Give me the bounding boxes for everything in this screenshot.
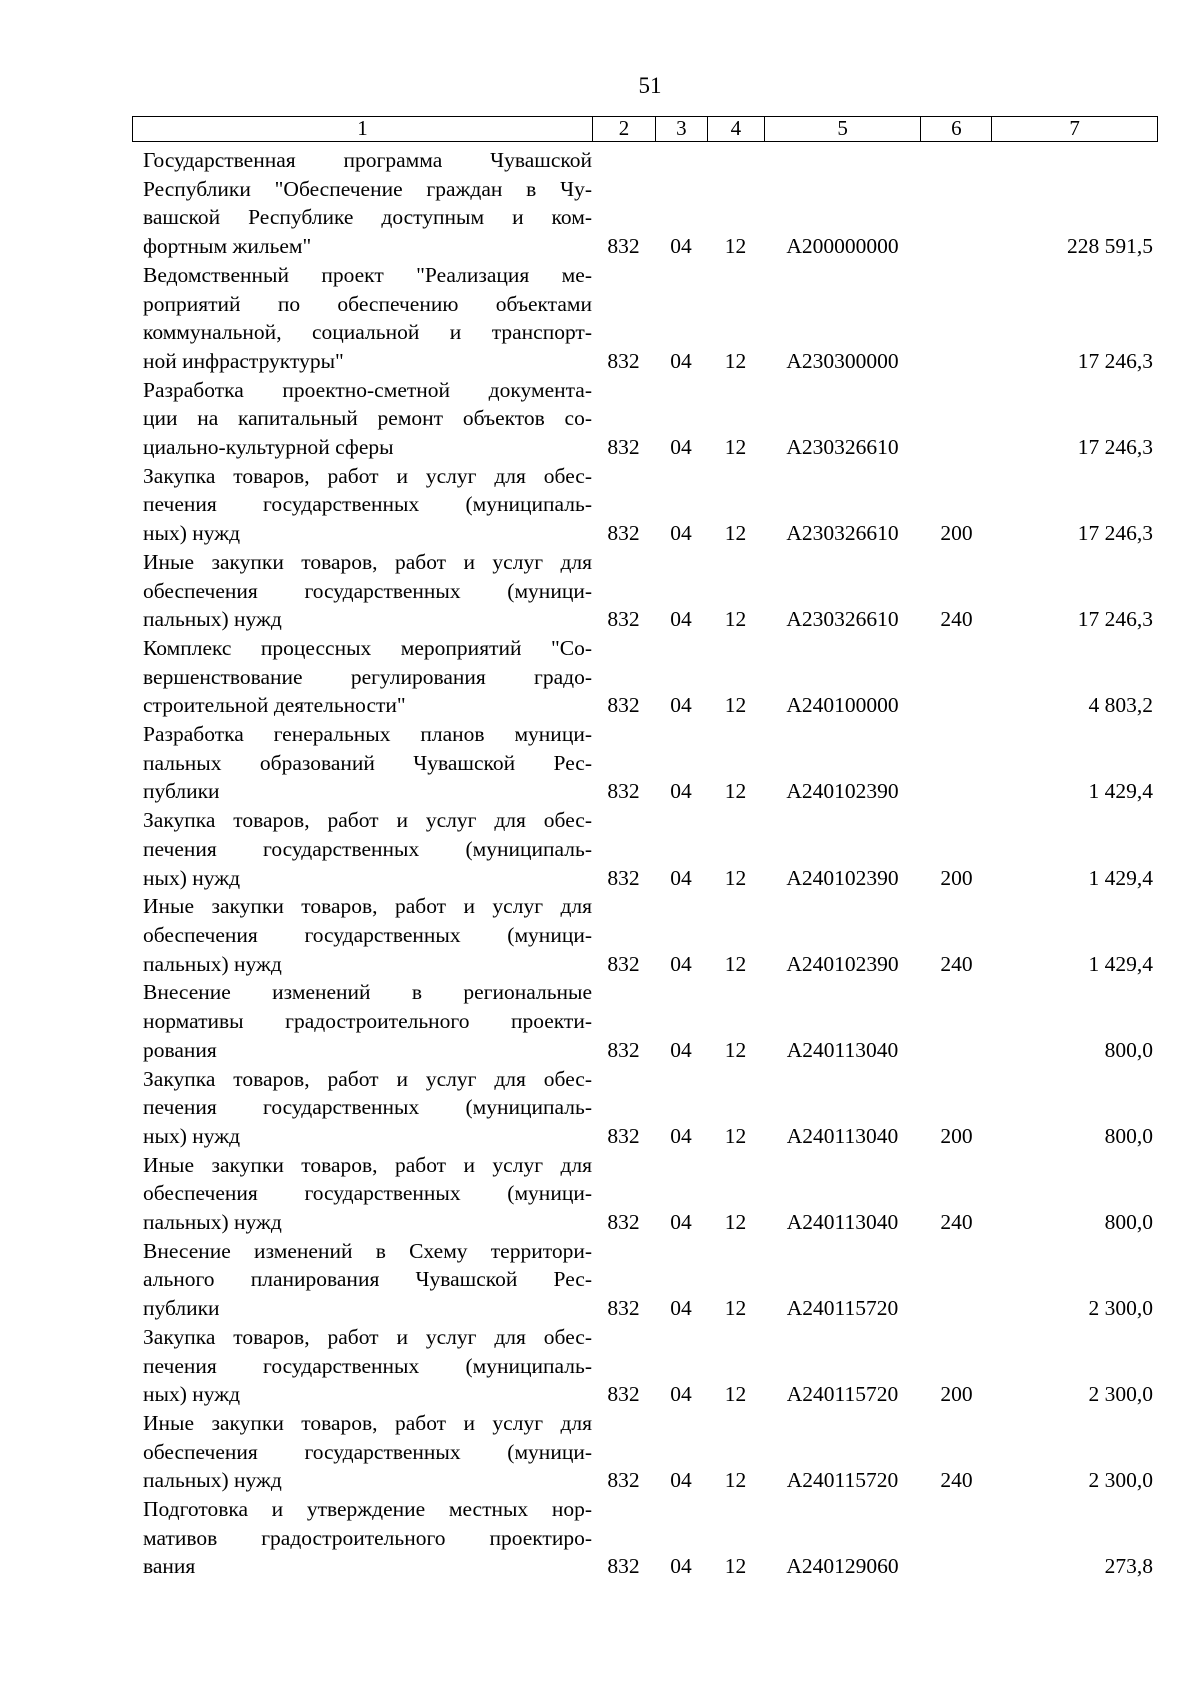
row-name-line: Внесение изменений в Схему территори- [143, 1238, 592, 1263]
row-name [132, 376, 592, 462]
target-article-code: А230326610 [786, 435, 899, 460]
target-article-code: А240115720 [786, 1468, 899, 1493]
ministry-code: 832 [607, 348, 640, 373]
target-article-code: А240113040 [786, 1123, 899, 1148]
row-name [132, 1409, 592, 1495]
amount: 17 246,3 [1077, 435, 1153, 460]
row-name-line: Иные закупки товаров, работ и услуг для [143, 1152, 592, 1177]
row-name-line: Разработка проектно-сметной документа- [143, 377, 592, 402]
row-name-line: фортным жильем" [143, 234, 312, 259]
amount: 228 591,5 [1067, 234, 1153, 259]
section-code: 04 [670, 951, 692, 976]
row-name-line: обеспечения государственных (муници- [143, 922, 592, 947]
row-name-line: ции на капитальный ремонт объектов со- [143, 406, 592, 431]
row-name [132, 462, 592, 548]
row-name-line: ных) нужд [143, 1382, 241, 1407]
expense-type-code: 200 [940, 1123, 973, 1148]
expense-type-code: 240 [940, 951, 973, 976]
row-name [132, 634, 592, 720]
expense-type-code: 200 [940, 521, 973, 546]
table-row [132, 1065, 1158, 1151]
ministry-code: 832 [607, 1037, 640, 1062]
section-code: 04 [670, 1468, 692, 1493]
subsection-code: 12 [724, 234, 747, 259]
amount: 1 429,4 [1088, 779, 1153, 804]
ministry-code: 832 [607, 521, 640, 546]
ministry-code: 832 [607, 1468, 640, 1493]
row-name [132, 1495, 592, 1581]
target-article-code: А240100000 [786, 693, 899, 718]
table-row [132, 1495, 1158, 1581]
row-name [132, 1237, 592, 1323]
ministry-code: 832 [607, 779, 640, 804]
section-code: 04 [670, 1296, 692, 1321]
subsection-code: 12 [724, 1037, 747, 1062]
expense-type-code: 240 [940, 1468, 973, 1493]
ministry-code: 832 [607, 1382, 640, 1407]
amount: 2 300,0 [1088, 1468, 1153, 1493]
ministry-code: 832 [607, 693, 640, 718]
row-name-line: пальных образований Чувашской Рес- [143, 750, 592, 775]
row-name [132, 978, 592, 1064]
amount: 2 300,0 [1088, 1296, 1153, 1321]
row-name-line: Республики "Обеспечение граждан в Чу- [143, 176, 592, 201]
row-name-line: ных) нужд [143, 521, 241, 546]
table-body [132, 146, 1158, 1581]
ministry-code: 832 [607, 865, 640, 890]
ministry-code: 832 [607, 1123, 640, 1148]
expense-type-code: 240 [940, 607, 973, 632]
subsection-code: 12 [724, 1382, 747, 1407]
target-article-code: А240113040 [786, 1037, 899, 1062]
row-name-line: публики [143, 1296, 220, 1321]
section-code: 04 [670, 1123, 692, 1148]
row-name [132, 146, 592, 261]
column-header-2: 2 [592, 117, 655, 141]
subsection-code: 12 [724, 1296, 747, 1321]
table-row [132, 1409, 1158, 1495]
section-code: 04 [670, 435, 692, 460]
section-code: 04 [670, 1210, 692, 1235]
target-article-code: А240102390 [786, 779, 899, 804]
row-name-line: Закупка товаров, работ и услуг для обес- [143, 808, 592, 833]
page-number: 51 [638, 73, 662, 98]
table-row [132, 634, 1158, 720]
amount: 17 246,3 [1077, 348, 1153, 373]
table-row [132, 1151, 1158, 1237]
target-article-code: А230300000 [786, 348, 899, 373]
row-name-line: вашской Республике доступным и ком- [143, 205, 592, 230]
ministry-code: 832 [607, 1296, 640, 1321]
row-name-line: Внесение изменений в региональные [143, 980, 592, 1005]
subsection-code: 12 [724, 435, 747, 460]
section-code: 04 [670, 865, 692, 890]
row-name-line: нормативы градостроительного проекти- [143, 1009, 592, 1034]
table-row [132, 261, 1158, 376]
ministry-code: 832 [607, 1554, 640, 1579]
section-code: 04 [670, 1382, 692, 1407]
ministry-code: 832 [607, 435, 640, 460]
section-code: 04 [670, 607, 692, 632]
ministry-code: 832 [607, 951, 640, 976]
table-header [132, 116, 1158, 142]
row-name [132, 806, 592, 892]
row-name-line: Разработка генеральных планов муници- [143, 722, 592, 747]
subsection-code: 12 [724, 779, 747, 804]
amount: 4 803,2 [1088, 693, 1153, 718]
row-name [132, 1323, 592, 1409]
column-header-5: 5 [764, 117, 921, 141]
row-name-line: строительной деятельности" [143, 693, 406, 718]
section-code: 04 [670, 348, 692, 373]
column-header-3: 3 [655, 117, 707, 141]
target-article-code: А240113040 [786, 1210, 899, 1235]
subsection-code: 12 [724, 521, 747, 546]
amount: 800,0 [1104, 1123, 1153, 1148]
row-name-line: пальных) нужд [143, 1210, 282, 1235]
row-name-line: публики [143, 779, 220, 804]
row-name-line: Комплекс процессных мероприятий "Со- [143, 635, 592, 660]
row-name-line: пальных) нужд [143, 1468, 282, 1493]
row-name-line: печения государственных (муниципаль- [143, 492, 592, 517]
amount: 17 246,3 [1077, 521, 1153, 546]
row-name [132, 720, 592, 806]
row-name [132, 261, 592, 376]
amount: 800,0 [1104, 1037, 1153, 1062]
table-row [132, 1323, 1158, 1409]
table-row [132, 892, 1158, 978]
row-name-line: мативов градостроительного проектиро- [143, 1525, 592, 1550]
table-row [132, 978, 1158, 1064]
subsection-code: 12 [724, 865, 747, 890]
table-row [132, 720, 1158, 806]
subsection-code: 12 [724, 607, 747, 632]
table-row [132, 462, 1158, 548]
subsection-code: 12 [724, 693, 747, 718]
subsection-code: 12 [724, 1123, 747, 1148]
subsection-code: 12 [724, 1554, 747, 1579]
amount: 17 246,3 [1077, 607, 1153, 632]
row-name-line: обеспечения государственных (муници- [143, 578, 592, 603]
subsection-code: 12 [724, 348, 747, 373]
amount: 800,0 [1104, 1210, 1153, 1235]
ministry-code: 832 [607, 234, 640, 259]
row-name-line: вания [143, 1554, 196, 1579]
row-name-line: коммунальной, социальной и транспорт- [143, 320, 592, 345]
ministry-code: 832 [607, 1210, 640, 1235]
row-name-line: печения государственных (муниципаль- [143, 1095, 592, 1120]
column-header-1: 1 [357, 116, 368, 140]
expense-type-code: 200 [940, 1382, 973, 1407]
expense-type-code: 240 [940, 1210, 973, 1235]
row-name [132, 1151, 592, 1237]
column-header-4: 4 [707, 117, 764, 141]
row-name-line: Подготовка и утверждение местных нор- [143, 1497, 592, 1522]
row-name-line: рования [143, 1037, 217, 1062]
target-article-code: А240102390 [786, 951, 899, 976]
row-name-line: ных) нужд [143, 865, 241, 890]
row-name-line: Иные закупки товаров, работ и услуг для [143, 1410, 592, 1435]
subsection-code: 12 [724, 1210, 747, 1235]
row-name-line: Закупка товаров, работ и услуг для обес- [143, 463, 592, 488]
amount: 1 429,4 [1088, 951, 1153, 976]
target-article-code: А200000000 [786, 234, 899, 259]
amount: 1 429,4 [1088, 865, 1153, 890]
row-name-line: обеспечения государственных (муници- [143, 1181, 592, 1206]
column-header-6: 6 [920, 117, 991, 141]
row-name-line: ной инфраструктуры" [143, 348, 344, 373]
row-name-line: пальных) нужд [143, 951, 282, 976]
section-code: 04 [670, 521, 692, 546]
row-name-line: Государственная программа Чувашской [143, 148, 592, 172]
target-article-code: А240115720 [786, 1296, 899, 1321]
row-name-line: Закупка товаров, работ и услуг для обес- [143, 1066, 592, 1091]
table-row [132, 376, 1158, 462]
row-name-line: ального планирования Чувашской Рес- [143, 1267, 592, 1292]
amount: 273,8 [1104, 1554, 1153, 1579]
section-code: 04 [670, 1037, 692, 1062]
row-name-line: вершенствование регулирования градо- [143, 664, 592, 689]
amount: 2 300,0 [1088, 1382, 1153, 1407]
target-article-code: А240115720 [786, 1382, 899, 1407]
table-row [132, 548, 1158, 634]
row-name [132, 892, 592, 978]
target-article-code: А240129060 [786, 1554, 899, 1579]
ministry-code: 832 [607, 607, 640, 632]
section-code: 04 [670, 1554, 692, 1579]
table-row [132, 146, 1158, 261]
target-article-code: А230326610 [786, 521, 899, 546]
section-code: 04 [670, 779, 692, 804]
expense-type-code: 200 [940, 865, 973, 890]
table-row [132, 1237, 1158, 1323]
row-name-line: Ведомственный проект "Реализация ме- [143, 262, 592, 287]
row-name-line: обеспечения государственных (муници- [143, 1439, 592, 1464]
column-header-7: 7 [991, 117, 1157, 141]
row-name-line: пальных) нужд [143, 607, 282, 632]
target-article-code: А240102390 [786, 865, 899, 890]
row-name-line: Закупка товаров, работ и услуг для обес- [143, 1324, 592, 1349]
section-code: 04 [670, 693, 692, 718]
table-row [132, 806, 1158, 892]
row-name-line: циально-культурной сферы [143, 435, 394, 460]
row-name-line: ных) нужд [143, 1123, 241, 1148]
row-name-line: Иные закупки товаров, работ и услуг для [143, 894, 592, 919]
row-name-line: печения государственных (муниципаль- [143, 1353, 592, 1378]
subsection-code: 12 [724, 1468, 747, 1493]
row-name-line: роприятий по обеспечению объектами [143, 291, 592, 316]
row-name [132, 548, 592, 634]
row-name [132, 1065, 592, 1151]
target-article-code: А230326610 [786, 607, 899, 632]
subsection-code: 12 [724, 951, 747, 976]
row-name-line: печения государственных (муниципаль- [143, 836, 592, 861]
row-name-line: Иные закупки товаров, работ и услуг для [143, 549, 592, 574]
section-code: 04 [670, 234, 692, 259]
